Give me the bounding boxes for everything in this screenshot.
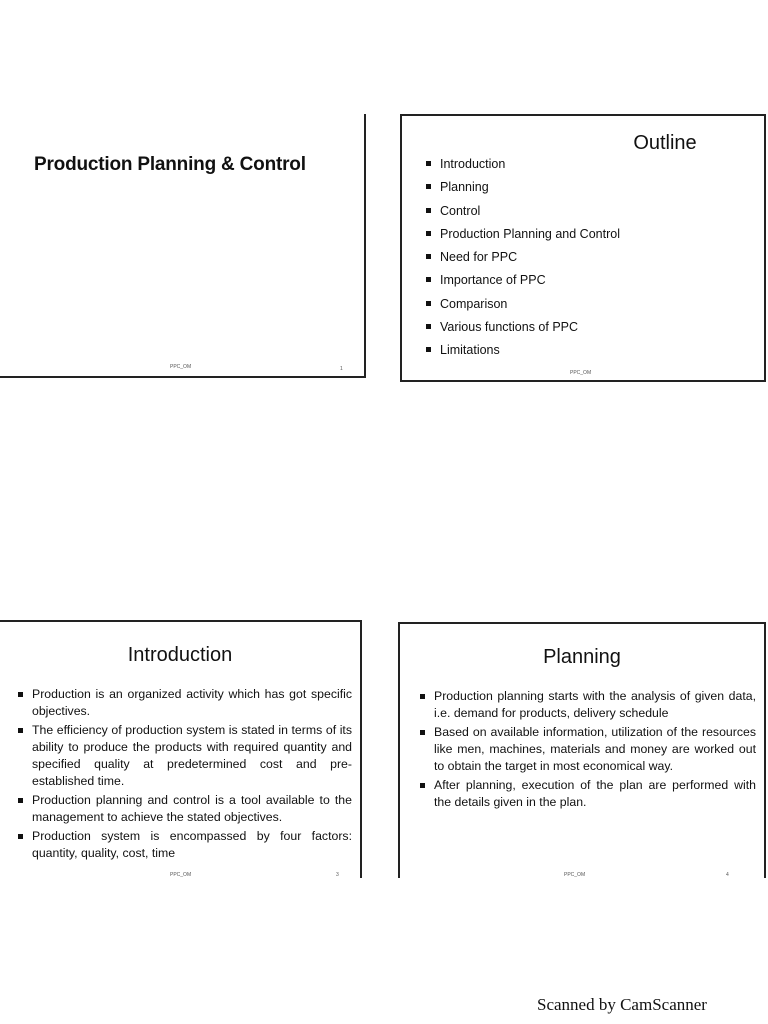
list-item: Introduction bbox=[426, 156, 756, 179]
list-item: Limitations bbox=[426, 342, 756, 365]
bullet-list bbox=[426, 156, 756, 366]
bullet-icon bbox=[426, 254, 431, 259]
bullet-icon bbox=[426, 231, 431, 236]
list-item: Need for PPC bbox=[426, 249, 756, 272]
slide-4 bbox=[398, 622, 766, 878]
bullet-list bbox=[18, 686, 352, 864]
list-item: The efficiency of production system is stated in terms of its ability to produce the products with required quantity and specified quality at predetermined cost and pre-established time. bbox=[18, 722, 352, 790]
list-item: Various functions of PPC bbox=[426, 319, 756, 342]
list-item: Production planning and control is a tool available to the management to achieve the stated objectives. bbox=[18, 792, 352, 826]
slide-1 bbox=[0, 114, 366, 378]
list-item: After planning, execution of the plan are performed with the details given in the plan. bbox=[420, 777, 756, 811]
page-number: 1 bbox=[340, 366, 343, 372]
slide-title: Planning bbox=[543, 646, 621, 668]
bullet-icon bbox=[18, 798, 23, 803]
list-item: Production system is encompassed by four factors: quantity, quality, cost, time bbox=[18, 828, 352, 862]
bullet-icon bbox=[426, 208, 431, 213]
bullet-icon bbox=[18, 834, 23, 839]
bullet-icon bbox=[426, 277, 431, 282]
bullet-icon bbox=[420, 730, 425, 735]
bullet-icon bbox=[426, 347, 431, 352]
bullet-icon bbox=[420, 783, 425, 788]
page-number: 4 bbox=[726, 872, 729, 878]
list-item: Production Planning and Control bbox=[426, 226, 756, 249]
watermark-text: Scanned by CamScanner bbox=[537, 995, 707, 1014]
slide-title: Production Planning & Control bbox=[34, 154, 306, 175]
list-item: Importance of PPC bbox=[426, 272, 756, 295]
bullet-icon bbox=[420, 694, 425, 699]
slide-footer: PPC_OM bbox=[564, 872, 586, 878]
slide-footer: PPC_OM bbox=[170, 364, 192, 370]
list-item: Control bbox=[426, 203, 756, 226]
bullet-list bbox=[420, 688, 756, 813]
bullet-icon bbox=[426, 161, 431, 166]
list-item: Based on available information, utilization of the resources like men, machines, materials and money are worked out to obtain the target in most economical way. bbox=[420, 724, 756, 775]
slide-3 bbox=[0, 620, 362, 878]
slide-2 bbox=[400, 114, 766, 382]
list-item: Planning bbox=[426, 179, 756, 202]
slide-title: Outline bbox=[633, 132, 697, 154]
slide-footer: PPC_OM bbox=[170, 872, 192, 878]
list-item: Production planning starts with the analysis of given data, i.e. demand for products, delivery schedule bbox=[420, 688, 756, 722]
page-number: 3 bbox=[336, 872, 339, 878]
bullet-icon bbox=[426, 301, 431, 306]
bullet-icon bbox=[18, 728, 23, 733]
bullet-icon bbox=[426, 184, 431, 189]
slide-footer: PPC_OM bbox=[570, 370, 592, 376]
slide-title: Introduction bbox=[127, 644, 233, 666]
list-item: Comparison bbox=[426, 296, 756, 319]
list-item: Production is an organized activity which has got specific objectives. bbox=[18, 686, 352, 720]
bullet-icon bbox=[426, 324, 431, 329]
bullet-icon bbox=[18, 692, 23, 697]
